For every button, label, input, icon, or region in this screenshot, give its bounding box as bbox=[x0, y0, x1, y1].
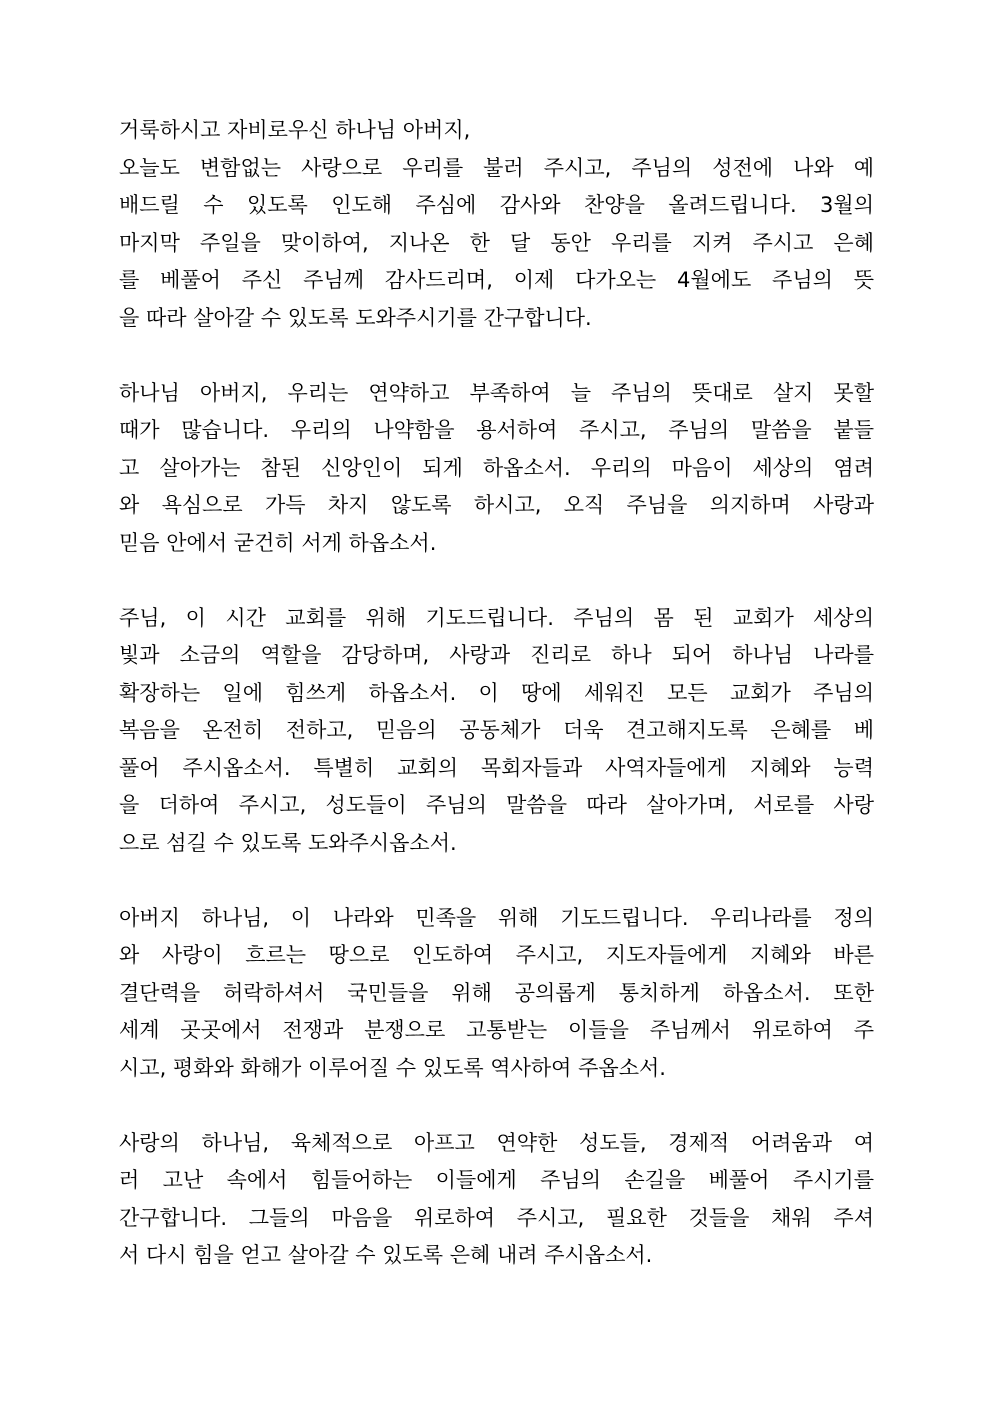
text-line: 고 살아가는 참된 신앙인이 되게 하옵소서. 우리의 마음이 세상의 염려 bbox=[119, 455, 874, 480]
paragraph-opening bbox=[119, 112, 874, 337]
paragraph-church bbox=[119, 600, 874, 863]
text-line: 을 따라 살아갈 수 있도록 도와주시기를 간구합니다. bbox=[119, 305, 592, 330]
text-line: 세계 곳곳에서 전쟁과 분쟁으로 고통받는 이들을 주님께서 위로하여 주 bbox=[119, 1018, 874, 1042]
text-line: 복음을 온전히 전하고, 믿음의 공동체가 더욱 견고해지도록 은혜를 베 bbox=[119, 718, 874, 742]
text-line: 때가 많습니다. 우리의 나약함을 용서하여 주시고, 주님의 말씀을 붙들 bbox=[119, 418, 874, 442]
text-line: 주님, 이 시간 교회를 위해 기도드립니다. 주님의 몸 된 교회가 세상의 bbox=[119, 605, 874, 630]
text-line: 와 사랑이 흐르는 땅으로 인도하여 주시고, 지도자들에게 지혜와 바른 bbox=[119, 943, 874, 967]
text-line: 결단력을 허락하셔서 국민들을 위해 공의롭게 통치하게 하옵소서. 또한 bbox=[119, 980, 874, 1005]
paragraph-gap bbox=[119, 862, 874, 900]
text-line: 을 더하여 주시고, 성도들이 주님의 말씀을 따라 살아가며, 서로를 사랑 bbox=[119, 793, 874, 817]
text-line: 간구합니다. 그들의 마음을 위로하여 주시고, 필요한 것들을 채워 주셔 bbox=[119, 1205, 874, 1230]
text-line: 하나님 아버지, 우리는 연약하고 부족하여 늘 주님의 뜻대로 살지 못할 bbox=[119, 380, 874, 405]
text-line: 확장하는 일에 힘쓰게 하옵소서. 이 땅에 세워진 모든 교회가 주님의 bbox=[119, 680, 874, 705]
text-line: 를 베풀어 주신 주님께 감사드리며, 이제 다가오는 4월에도 주님의 뜻 bbox=[119, 268, 874, 292]
paragraph-suffering bbox=[119, 1125, 874, 1275]
text-line: 서 다시 힘을 얻고 살아갈 수 있도록 은혜 내려 주시옵소서. bbox=[119, 1243, 653, 1267]
text-line: 와 욕심으로 가득 차지 않도록 하시고, 오직 주님을 의지하며 사랑과 bbox=[119, 493, 874, 517]
text-line: 시고, 평화와 화해가 이루어질 수 있도록 역사하여 주옵소서. bbox=[119, 1055, 666, 1080]
paragraph-confession bbox=[119, 375, 874, 563]
text-line: 오늘도 변함없는 사랑으로 우리를 불러 주시고, 주님의 성전에 나와 예 bbox=[119, 155, 874, 180]
text-line: 배드릴 수 있도록 인도해 주심에 감사와 찬양을 올려드립니다. 3월의 bbox=[119, 193, 874, 217]
text-line: 거룩하시고 자비로우신 하나님 아버지, bbox=[119, 118, 471, 142]
prayer-text-body bbox=[119, 112, 874, 1275]
text-line: 마지막 주일을 맞이하여, 지나온 한 달 동안 우리를 지켜 주시고 은혜 bbox=[119, 230, 874, 255]
text-line: 사랑의 하나님, 육체적으로 아프고 연약한 성도들, 경제적 어려움과 여 bbox=[119, 1130, 874, 1155]
paragraph-nation bbox=[119, 900, 874, 1088]
text-line: 으로 섬길 수 있도록 도와주시옵소서. bbox=[119, 830, 457, 855]
text-line: 러 고난 속에서 힘들어하는 이들에게 주님의 손길을 베풀어 주시기를 bbox=[119, 1168, 874, 1192]
text-line: 아버지 하나님, 이 나라와 민족을 위해 기도드립니다. 우리나라를 정의 bbox=[119, 905, 874, 930]
paragraph-gap bbox=[119, 562, 874, 600]
text-line: 빛과 소금의 역할을 감당하며, 사랑과 진리로 하나 되어 하나님 나라를 bbox=[119, 643, 874, 667]
text-line: 풀어 주시옵소서. 특별히 교회의 목회자들과 사역자들에게 지혜와 능력 bbox=[119, 755, 874, 780]
paragraph-gap bbox=[119, 1087, 874, 1125]
paragraph-gap bbox=[119, 337, 874, 375]
text-line: 믿음 안에서 굳건히 서게 하옵소서. bbox=[119, 530, 437, 555]
